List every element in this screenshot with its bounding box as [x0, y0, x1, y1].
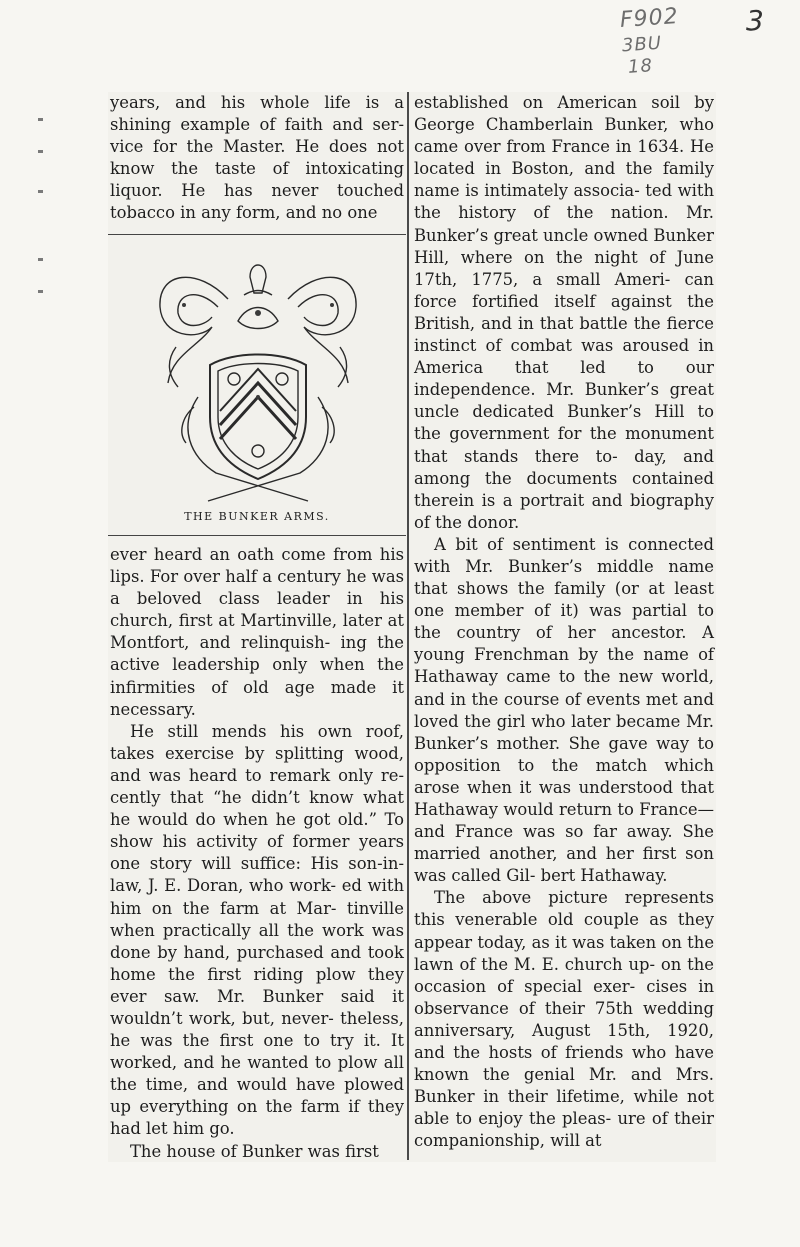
text-line: return to France—and France was	[414, 800, 714, 842]
text-line: Hill to the government for the	[414, 402, 714, 444]
text-line: British, and in that battle the	[414, 313, 661, 333]
coat-of-arms-icon	[138, 247, 378, 509]
text-line: He located in Boston, and the	[414, 137, 714, 179]
margin-mark	[38, 290, 43, 293]
text-line: appear today, as it was taken on	[414, 932, 682, 952]
paragraph	[110, 544, 404, 721]
text-line: biography of the donor.	[414, 490, 714, 532]
text-line: years, and his whole life is a	[110, 93, 404, 112]
text-line: wedding anniversary, August 15th,	[414, 998, 714, 1040]
text-line: work was done by hand, purchased	[110, 920, 404, 962]
text-line: and was heard to remark only re-	[110, 765, 404, 785]
text-line: Mrs. Bunker in their lifetime,	[414, 1065, 714, 1107]
text-line: ted with the history of the nation.	[414, 181, 715, 223]
pencil-note-number: 18	[627, 55, 654, 78]
column-right-text	[414, 92, 714, 1153]
text-line: with Mr. Bunker’s middle name	[414, 556, 714, 576]
text-line: monument that stands there to-	[414, 424, 714, 466]
margin-mark	[38, 258, 43, 261]
figure-caption: THE BUNKER ARMS.	[184, 510, 330, 523]
text-line: it. It worked, and he wanted to	[110, 1031, 404, 1073]
text-line: plow they ever saw. Mr. Bunker	[110, 964, 405, 1006]
text-line: ed with him on the farm at Mar-	[110, 876, 405, 918]
text-line: one member of it) was partial	[414, 601, 687, 621]
text-line: have known the genial Mr. and	[414, 1043, 714, 1085]
text-line: so far away. She married another,	[414, 822, 714, 864]
text-line: ing the active leadership only	[110, 633, 404, 675]
text-line: when the infirmities of old age	[110, 655, 404, 697]
text-line: 1920, and the hosts of friends who	[414, 1020, 714, 1063]
text-line: tobacco in any form, and no one	[110, 203, 378, 223]
text-line: came over from France in 1634.	[414, 137, 685, 157]
text-line: day, and among the documents	[414, 446, 715, 488]
text-line: Mr. Bunker’s great uncle owned	[414, 203, 714, 245]
pencil-note-catalog: F902	[619, 3, 680, 34]
text-line: and her first son was called Gil-	[414, 844, 714, 886]
column-left	[108, 92, 406, 1160]
text-line: To show his activity of former	[110, 810, 404, 852]
bunker-arms-figure	[108, 234, 406, 536]
paragraph	[110, 1141, 404, 1163]
text-line: this venerable old couple as they	[414, 910, 714, 930]
text-line: became Mr. Bunker’s mother.	[414, 711, 715, 753]
text-line: aroused in America that led to	[414, 336, 714, 378]
text-line: takes exercise by splitting wood,	[110, 743, 404, 763]
paragraph	[110, 721, 404, 1141]
pencil-note-code: 3BU	[621, 32, 663, 57]
text-line: he would do when he got old.”	[110, 810, 377, 830]
text-line: cently that “he didn’t know what	[110, 788, 404, 808]
text-line: The house of Bunker was first	[130, 1141, 379, 1161]
paragraph	[414, 92, 714, 534]
text-line: on the occasion of special exer-	[414, 954, 714, 996]
paragraph	[414, 534, 714, 888]
text-line: later at Montfort, and relinquish-	[110, 611, 404, 653]
text-line: ever heard an oath come from	[110, 545, 373, 564]
text-line: family name is intimately associa-	[414, 159, 714, 201]
text-line: George Chamberlain Bunker, who	[414, 115, 714, 135]
text-line: his lips. For over half a century	[110, 545, 404, 587]
text-line: plowed up everything on the farm	[110, 1075, 404, 1117]
paragraph	[414, 887, 714, 1152]
newspaper-clipping	[108, 92, 716, 1162]
text-line: Bunker Hill, where on the night	[414, 225, 714, 267]
page-number: 3	[746, 4, 765, 37]
text-line: He still mends his own roof,	[130, 721, 404, 741]
text-line: A bit of sentiment is connected	[434, 534, 714, 554]
text-line: A young Frenchman by the name	[414, 623, 714, 665]
text-line: cises in observance of their 75th	[414, 976, 715, 1018]
text-line: and took home the first riding	[110, 942, 404, 984]
text-line: know the taste of intoxicating	[110, 159, 404, 179]
column-left-top-text	[110, 92, 404, 225]
text-line: while not able to enjoy the pleas-	[414, 1087, 714, 1129]
column-divider	[407, 92, 409, 1160]
text-line: vice for the Master. He does not	[110, 137, 404, 157]
text-line: that shows the family (or at least	[414, 579, 714, 599]
column-right	[410, 92, 716, 1160]
text-line: if they had let him go.	[110, 1097, 405, 1139]
text-line: She gave way to opposition to the	[414, 733, 714, 775]
text-line: The above picture represents	[434, 888, 714, 908]
text-line: great uncle dedicated Bunker’s	[414, 380, 714, 422]
text-line: established on American soil by	[414, 93, 714, 112]
text-line: ure of their companionship, will at	[414, 1109, 714, 1151]
margin-mark	[38, 150, 43, 153]
text-line: tinville when practically all the	[110, 898, 404, 940]
text-line: theless, he was the first one to try	[110, 1008, 404, 1051]
text-line: met and loved the girl who later	[414, 689, 714, 731]
text-line: of Hathaway came to the new	[414, 645, 714, 687]
text-line: he was a beloved class leader in	[110, 567, 405, 609]
text-line: years one story will suffice: His	[110, 832, 404, 874]
text-line: fierce instinct of combat was	[414, 313, 714, 356]
text-line: the lawn of the M. E. church up-	[414, 932, 715, 974]
margin-mark	[38, 118, 43, 121]
text-line: to the country of her ancestor.	[414, 601, 714, 643]
text-line: son-in-law, J. E. Doran, who work-	[110, 854, 404, 896]
margin-mark	[38, 190, 43, 193]
text-line: made it necessary.	[110, 677, 405, 719]
text-line: shining example of faith and ser-	[110, 115, 404, 135]
text-line: our independence. Mr. Bunker’s	[414, 358, 714, 400]
text-line: contained therein is a portrait and	[414, 468, 714, 510]
text-line: said it wouldn’t work, but, never-	[110, 986, 404, 1028]
text-line: bert Hathaway.	[540, 866, 668, 886]
text-line: understood that Hathaway would	[414, 777, 714, 819]
text-line: plow all the time, and would have	[110, 1053, 404, 1095]
text-line: his church, first at Martinville,	[110, 589, 404, 631]
text-line: liquor. He has never touched	[110, 181, 404, 201]
paragraph	[110, 92, 404, 225]
column-left-body-text	[110, 544, 404, 1163]
text-line: can force fortified itself against the	[414, 269, 714, 311]
text-line: match which arose when it was	[414, 755, 714, 797]
text-line: of June 17th, 1775, a small Ameri-	[414, 247, 715, 289]
text-line: world, and in the course of events	[414, 667, 714, 709]
